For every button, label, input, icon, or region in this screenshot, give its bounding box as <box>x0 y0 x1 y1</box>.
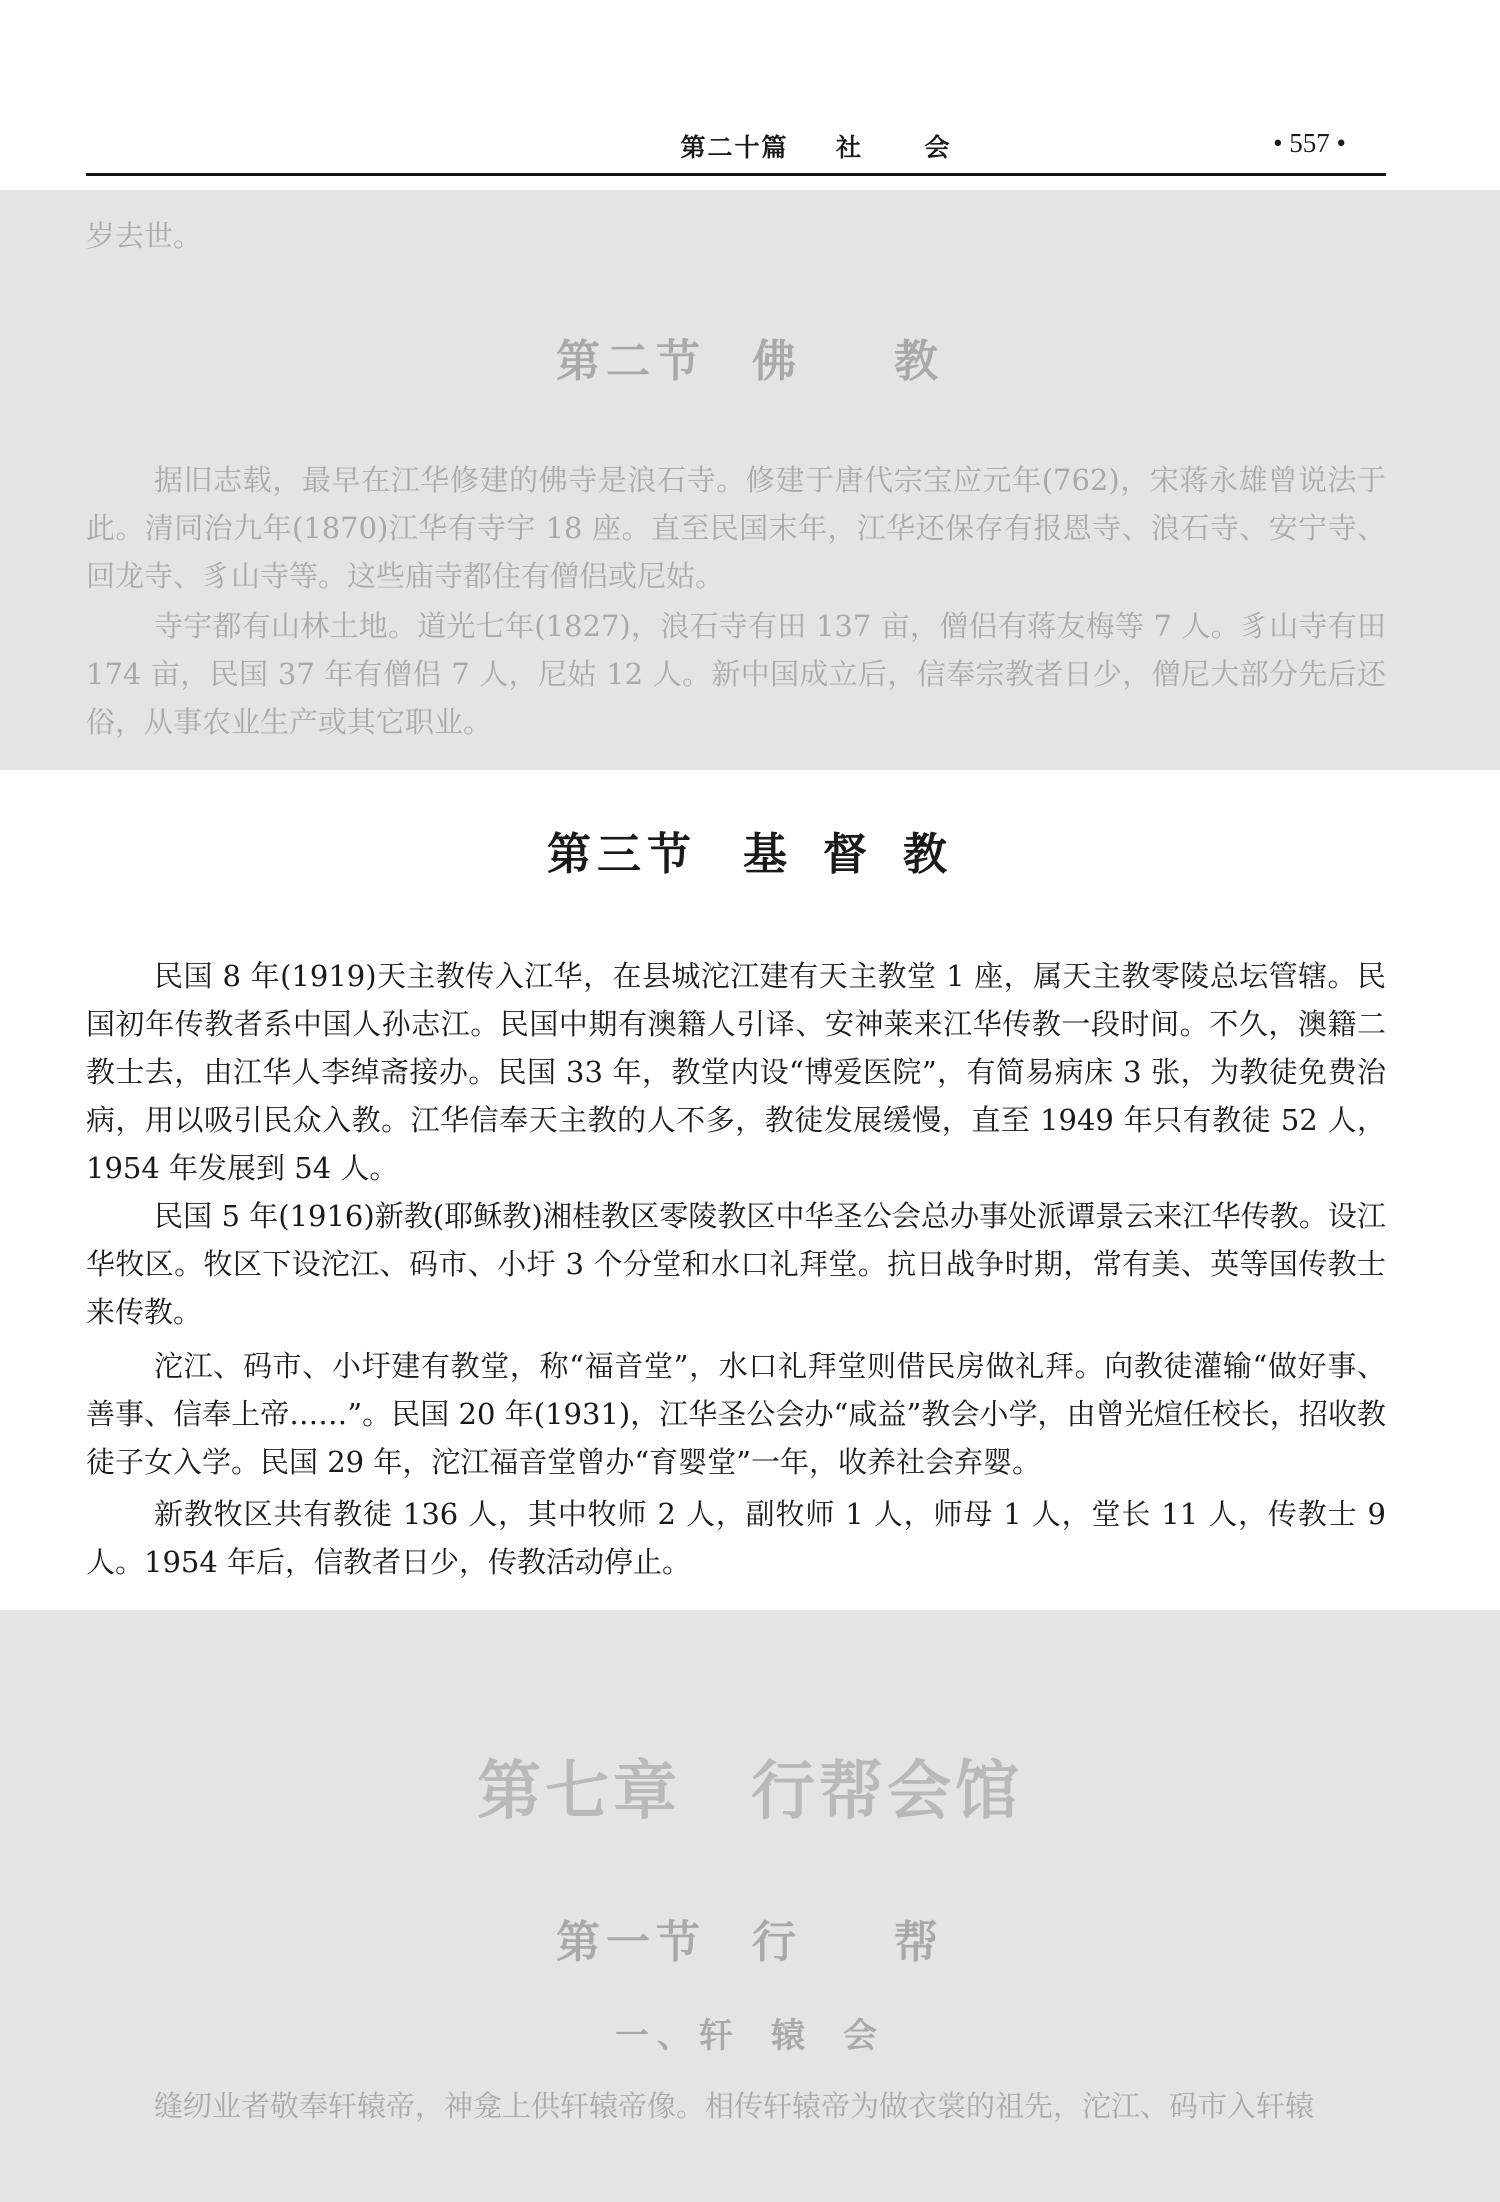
header-rule <box>86 173 1386 176</box>
header-section: 社 <box>835 133 863 162</box>
subsection-title <box>0 2008 1500 2057</box>
christianity-paragraph-4: 新教牧区共有教徒 136 人，其中牧师 2 人，副牧师 1 人，师母 1 人，堂长 11 人，传教士 9 人。1954 年后，信教者日少，传教活动停止。 <box>86 1497 1386 1579</box>
chapter-title-number: 第七章 <box>477 1755 681 1829</box>
christianity-paragraph-3: 沱江、码市、小圩建有教堂，称“福音堂”，水口礼拜堂则借民房做礼拜。向教徒灌输“做好事、善事、信奉上帝……”。民国 20 年(1931)，江华圣公会办“咸益”教会小学，由曾光煊任校长，招收教徒子女入学。民国 29 年，沱江福音堂曾办“育婴堂”一年，收养社会弃婴。 <box>86 1349 1386 1479</box>
page-number: • 557 • <box>1273 128 1346 158</box>
chapter-title-name: 行帮会馆 <box>751 1755 1023 1829</box>
subsection-title-part-3: 会 <box>843 2016 885 2056</box>
buddhism-title-part-3: 教 <box>894 336 944 387</box>
header-section-2: 会 <box>924 133 952 162</box>
christianity-title-part-3: 督 <box>823 829 873 880</box>
buddhism-paragraph-1: 据旧志载，最早在江华修建的佛寺是浪石寺。修建于唐代宗宝应元年(762)，宋蒋永雄曾说法于此。清同治九年(1870)江华有寺宇 18 座。直至民国末年，江华还保存有报恩寺、浪石寺、安宁寺、回龙寺、豸山寺等。这些庙寺都住有僧侣或尼姑。 <box>86 463 1386 593</box>
guilds-title-part-3: 帮 <box>894 1917 944 1968</box>
buddhism-title-part-2: 佛 <box>752 336 802 387</box>
buddhism-paragraph-2: 寺宇都有山林土地。道光七年(1827)，浪石寺有田 137 亩，僧侣有蒋友梅等 7 人。豸山寺有田 174 亩，民国 37 年有僧侣 7 人，尼姑 12 人。新中国成立后，信奉宗教者日少，僧尼大部分先后还俗，从事农业生产或其它职业。 <box>86 609 1386 739</box>
chapter-title <box>0 1740 1500 1832</box>
section-title-christianity <box>0 818 1500 882</box>
christianity-title-part-1: 第三节 <box>547 829 697 880</box>
header-part: 第二十篇 <box>680 133 789 162</box>
christianity-title-part-2: 基 <box>743 829 793 880</box>
christianity-paragraph-1: 民国 8 年(1919)天主教传入江华，在县城沱江建有天主教堂 1 座，属天主教零陵总坛管辖。民国初年传教者系中国人孙志江。民国中期有澳籍人引译、安神莱来江华传教一段时间。不久，澳籍二教士去，由江华人李绰斋接办。民国 33 年，教堂内设“博爱医院”，有简易病床 3 张，为教徒免费治病，用以吸引民众入教。江华信奉天主教的人不多，教徒发展缓慢，直至 1949 年只有教徒 52 人，1954 年发展到 54 人。 <box>86 959 1386 1185</box>
subsection-title-part-2: 辕 <box>771 2016 813 2056</box>
section-title-buddhism <box>0 325 1500 389</box>
buddhism-title-part-1: 第二节 <box>556 336 706 387</box>
guilds-paragraph: 缝纫业者敬奉轩辕帝，神龛上供轩辕帝像。相传轩辕帝为做衣裳的祖先，沱江、码市入轩辕 <box>154 2089 1315 2123</box>
subsection-title-part-1: 一、轩 <box>615 2016 741 2056</box>
christianity-title-part-4: 教 <box>903 829 953 880</box>
section-title-guilds <box>0 1906 1500 1970</box>
christianity-paragraph-2: 民国 5 年(1916)新教(耶稣教)湘桂教区零陵教区中华圣公会总办事处派谭景云来江华传教。设江华牧区。牧区下设沱江、码市、小圩 3 个分堂和水口礼拜堂。抗日战争时期，常有美、英等国传教士来传教。 <box>86 1199 1386 1329</box>
header-title <box>616 128 1016 164</box>
guilds-title-part-2: 行 <box>752 1917 802 1968</box>
guilds-title-part-1: 第一节 <box>556 1917 706 1968</box>
top-fragment: 岁去世。 <box>86 219 203 253</box>
page-header <box>86 128 1386 176</box>
